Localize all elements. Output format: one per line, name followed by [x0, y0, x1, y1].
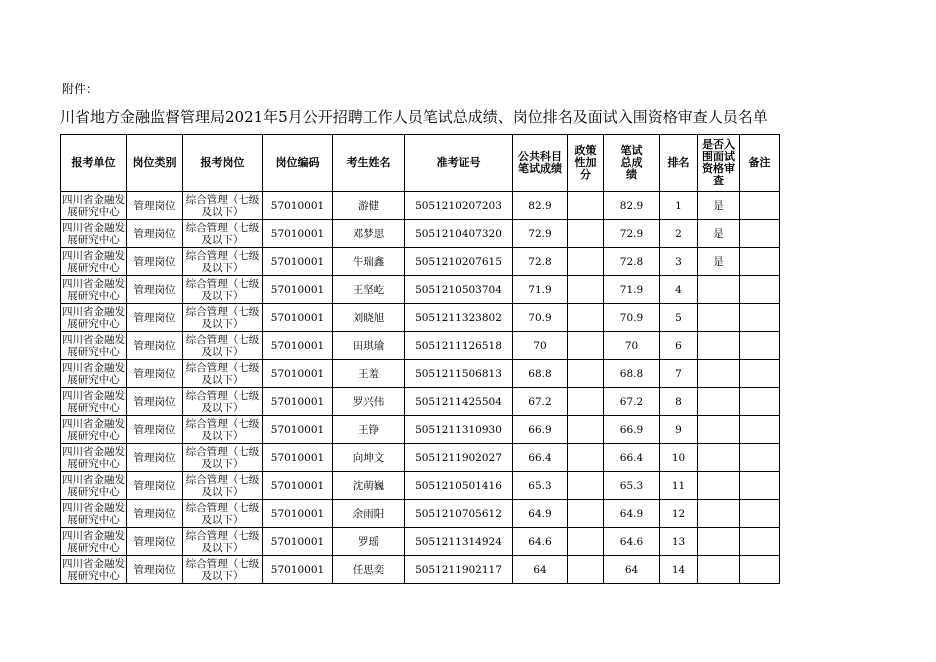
candidate-name-cell: 任思奕	[333, 556, 405, 584]
header-cell: 考生姓名	[333, 135, 405, 192]
post-code-cell: 57010001	[263, 332, 333, 360]
total-score-cell: 64.6	[604, 528, 660, 556]
category-cell: 管理岗位	[127, 472, 183, 500]
category-cell: 管理岗位	[127, 304, 183, 332]
remark-cell	[740, 276, 780, 304]
total-score-cell: 68.8	[604, 360, 660, 388]
unit-cell: 四川省金融发展研究中心	[62, 193, 125, 218]
header-cell: 排名	[660, 135, 698, 192]
interview-qualified-cell	[698, 276, 740, 304]
written-score-cell: 82.9	[513, 192, 568, 220]
post-cell: 综合管理（七级及以下）	[183, 444, 263, 472]
header-cell: 公共科目笔试成绩	[513, 135, 568, 192]
category-cell: 管理岗位	[127, 248, 183, 276]
exam-number-cell: 5051211425504	[405, 388, 513, 416]
remark-cell	[740, 556, 780, 584]
post-cell: 综合管理（七级及以下）	[183, 388, 263, 416]
header-cell: 岗位类别	[127, 135, 183, 192]
category-cell: 管理岗位	[127, 416, 183, 444]
written-score-cell: 65.3	[513, 472, 568, 500]
rank-cell: 14	[660, 556, 698, 584]
post-code-cell: 57010001	[263, 276, 333, 304]
rank-cell: 10	[660, 444, 698, 472]
post-cell: 综合管理（七级及以下）	[183, 472, 263, 500]
policy-bonus-cell	[568, 416, 604, 444]
written-score-cell: 70	[513, 332, 568, 360]
exam-number-cell: 5051211314924	[405, 528, 513, 556]
interview-qualified-cell: 是	[698, 248, 740, 276]
category-cell: 管理岗位	[127, 556, 183, 584]
written-score-cell: 64.6	[513, 528, 568, 556]
candidate-name-cell: 刘晓旭	[333, 304, 405, 332]
category-cell: 管理岗位	[127, 276, 183, 304]
table-row	[61, 220, 780, 248]
interview-qualified-cell	[698, 472, 740, 500]
unit-cell: 四川省金融发展研究中心	[62, 529, 125, 554]
category-cell: 管理岗位	[127, 528, 183, 556]
policy-bonus-cell	[568, 472, 604, 500]
unit-cell: 四川省金融发展研究中心	[62, 389, 125, 414]
policy-bonus-cell	[568, 528, 604, 556]
candidate-name-cell: 王坚屹	[333, 276, 405, 304]
post-cell: 综合管理（七级及以下）	[183, 248, 263, 276]
exam-number-cell: 5051210407320	[405, 220, 513, 248]
rank-cell: 7	[660, 360, 698, 388]
total-score-cell: 64.9	[604, 500, 660, 528]
exam-number-cell: 5051211126518	[405, 332, 513, 360]
interview-qualified-cell: 是	[698, 192, 740, 220]
header-cell: 政策性加分	[568, 135, 604, 192]
unit-cell: 四川省金融发展研究中心	[62, 333, 125, 358]
written-score-cell: 64.9	[513, 500, 568, 528]
unit-cell: 四川省金融发展研究中心	[62, 361, 125, 386]
exam-number-cell: 5051211902117	[405, 556, 513, 584]
candidate-name-cell: 沈萌巍	[333, 472, 405, 500]
exam-number-cell: 5051211902027	[405, 444, 513, 472]
attachment-label: 附件：	[62, 82, 99, 96]
category-cell: 管理岗位	[127, 388, 183, 416]
post-code-cell: 57010001	[263, 248, 333, 276]
header-cell: 报考岗位	[183, 135, 263, 192]
written-score-cell: 64	[513, 556, 568, 584]
results-table	[60, 134, 780, 584]
written-score-cell: 66.4	[513, 444, 568, 472]
exam-number-cell: 5051210501416	[405, 472, 513, 500]
written-score-cell: 68.8	[513, 360, 568, 388]
post-code-cell: 57010001	[263, 304, 333, 332]
exam-number-cell: 5051211506813	[405, 360, 513, 388]
post-code-cell: 57010001	[263, 444, 333, 472]
policy-bonus-cell	[568, 388, 604, 416]
exam-number-cell: 5051211323802	[405, 304, 513, 332]
written-score-cell: 72.8	[513, 248, 568, 276]
post-code-cell: 57010001	[263, 192, 333, 220]
unit-cell: 四川省金融发展研究中心	[62, 249, 125, 274]
rank-cell: 2	[660, 220, 698, 248]
candidate-name-cell: 游健	[333, 192, 405, 220]
written-score-cell: 67.2	[513, 388, 568, 416]
total-score-cell: 71.9	[604, 276, 660, 304]
post-cell: 综合管理（七级及以下）	[183, 220, 263, 248]
written-score-cell: 66.9	[513, 416, 568, 444]
interview-qualified-cell: 是	[698, 220, 740, 248]
total-score-cell: 66.9	[604, 416, 660, 444]
table-row	[61, 388, 780, 416]
rank-cell: 9	[660, 416, 698, 444]
table-row	[61, 472, 780, 500]
post-cell: 综合管理（七级及以下）	[183, 332, 263, 360]
candidate-name-cell: 罗兴伟	[333, 388, 405, 416]
policy-bonus-cell	[568, 556, 604, 584]
interview-qualified-cell	[698, 332, 740, 360]
unit-cell: 四川省金融发展研究中心	[62, 445, 125, 470]
post-code-cell: 57010001	[263, 500, 333, 528]
rank-cell: 8	[660, 388, 698, 416]
interview-qualified-cell	[698, 556, 740, 584]
category-cell: 管理岗位	[127, 444, 183, 472]
header-cell: 报考单位	[61, 135, 127, 192]
total-score-cell: 70	[604, 332, 660, 360]
table-row	[61, 304, 780, 332]
post-code-cell: 57010001	[263, 556, 333, 584]
interview-qualified-cell	[698, 528, 740, 556]
exam-number-cell: 5051210207203	[405, 192, 513, 220]
total-score-cell: 64	[604, 556, 660, 584]
candidate-name-cell: 牛瑞鑫	[333, 248, 405, 276]
policy-bonus-cell	[568, 276, 604, 304]
policy-bonus-cell	[568, 248, 604, 276]
rank-cell: 6	[660, 332, 698, 360]
interview-qualified-cell	[698, 360, 740, 388]
table-row	[61, 528, 780, 556]
table-row	[61, 248, 780, 276]
unit-cell: 四川省金融发展研究中心	[62, 277, 125, 302]
header-cell: 是否入围面试资格审查	[698, 135, 740, 192]
post-code-cell: 57010001	[263, 388, 333, 416]
post-cell: 综合管理（七级及以下）	[183, 556, 263, 584]
post-cell: 综合管理（七级及以下）	[183, 304, 263, 332]
rank-cell: 13	[660, 528, 698, 556]
header-cell: 备注	[740, 135, 780, 192]
written-score-cell: 71.9	[513, 276, 568, 304]
candidate-name-cell: 田琪瑜	[333, 332, 405, 360]
table-row	[61, 276, 780, 304]
written-score-cell: 70.9	[513, 304, 568, 332]
document-title: 川省地方金融监督管理局2021年5月公开招聘工作人员笔试总成绩、岗位排名及面试入围资格审查人员名单	[60, 108, 768, 126]
written-score-cell: 72.9	[513, 220, 568, 248]
remark-cell	[740, 220, 780, 248]
policy-bonus-cell	[568, 304, 604, 332]
table-row	[61, 444, 780, 472]
policy-bonus-cell	[568, 360, 604, 388]
candidate-name-cell: 王羞	[333, 360, 405, 388]
post-code-cell: 57010001	[263, 360, 333, 388]
table-row	[61, 500, 780, 528]
unit-cell: 四川省金融发展研究中心	[62, 501, 125, 526]
remark-cell	[740, 248, 780, 276]
exam-number-cell: 5051210503704	[405, 276, 513, 304]
rank-cell: 4	[660, 276, 698, 304]
candidate-name-cell: 向坤文	[333, 444, 405, 472]
remark-cell	[740, 500, 780, 528]
policy-bonus-cell	[568, 332, 604, 360]
unit-cell: 四川省金融发展研究中心	[62, 473, 125, 498]
total-score-cell: 70.9	[604, 304, 660, 332]
header-cell: 准考证号	[405, 135, 513, 192]
category-cell: 管理岗位	[127, 332, 183, 360]
table-header-row	[61, 135, 780, 192]
interview-qualified-cell	[698, 416, 740, 444]
rank-cell: 3	[660, 248, 698, 276]
unit-cell: 四川省金融发展研究中心	[62, 221, 125, 246]
post-cell: 综合管理（七级及以下）	[183, 276, 263, 304]
remark-cell	[740, 360, 780, 388]
candidate-name-cell: 邓梦思	[333, 220, 405, 248]
unit-cell: 四川省金融发展研究中心	[62, 305, 125, 330]
category-cell: 管理岗位	[127, 360, 183, 388]
interview-qualified-cell	[698, 388, 740, 416]
header-cell: 岗位编码	[263, 135, 333, 192]
total-score-cell: 72.8	[604, 248, 660, 276]
exam-number-cell: 5051210207615	[405, 248, 513, 276]
post-cell: 综合管理（七级及以下）	[183, 360, 263, 388]
rank-cell: 1	[660, 192, 698, 220]
candidate-name-cell: 罗瑶	[333, 528, 405, 556]
total-score-cell: 82.9	[604, 192, 660, 220]
remark-cell	[740, 472, 780, 500]
policy-bonus-cell	[568, 220, 604, 248]
remark-cell	[740, 192, 780, 220]
table-row	[61, 332, 780, 360]
category-cell: 管理岗位	[127, 220, 183, 248]
total-score-cell: 72.9	[604, 220, 660, 248]
policy-bonus-cell	[568, 444, 604, 472]
total-score-cell: 66.4	[604, 444, 660, 472]
unit-cell: 四川省金融发展研究中心	[62, 557, 125, 582]
remark-cell	[740, 388, 780, 416]
interview-qualified-cell	[698, 444, 740, 472]
unit-cell: 四川省金融发展研究中心	[62, 417, 125, 442]
post-code-cell: 57010001	[263, 528, 333, 556]
remark-cell	[740, 332, 780, 360]
post-code-cell: 57010001	[263, 220, 333, 248]
exam-number-cell: 5051210705612	[405, 500, 513, 528]
total-score-cell: 65.3	[604, 472, 660, 500]
remark-cell	[740, 444, 780, 472]
remark-cell	[740, 416, 780, 444]
post-cell: 综合管理（七级及以下）	[183, 192, 263, 220]
post-cell: 综合管理（七级及以下）	[183, 416, 263, 444]
interview-qualified-cell	[698, 500, 740, 528]
category-cell: 管理岗位	[127, 500, 183, 528]
post-code-cell: 57010001	[263, 472, 333, 500]
candidate-name-cell: 王铮	[333, 416, 405, 444]
rank-cell: 11	[660, 472, 698, 500]
table-row	[61, 192, 780, 220]
table-row	[61, 416, 780, 444]
rank-cell: 5	[660, 304, 698, 332]
header-cell: 笔试总成绩	[604, 135, 660, 192]
interview-qualified-cell	[698, 304, 740, 332]
remark-cell	[740, 528, 780, 556]
policy-bonus-cell	[568, 192, 604, 220]
total-score-cell: 67.2	[604, 388, 660, 416]
post-cell: 综合管理（七级及以下）	[183, 528, 263, 556]
table-row	[61, 360, 780, 388]
policy-bonus-cell	[568, 500, 604, 528]
category-cell: 管理岗位	[127, 192, 183, 220]
candidate-name-cell: 余雨阳	[333, 500, 405, 528]
post-cell: 综合管理（七级及以下）	[183, 500, 263, 528]
table-row	[61, 556, 780, 584]
remark-cell	[740, 304, 780, 332]
exam-number-cell: 5051211310930	[405, 416, 513, 444]
post-code-cell: 57010001	[263, 416, 333, 444]
rank-cell: 12	[660, 500, 698, 528]
